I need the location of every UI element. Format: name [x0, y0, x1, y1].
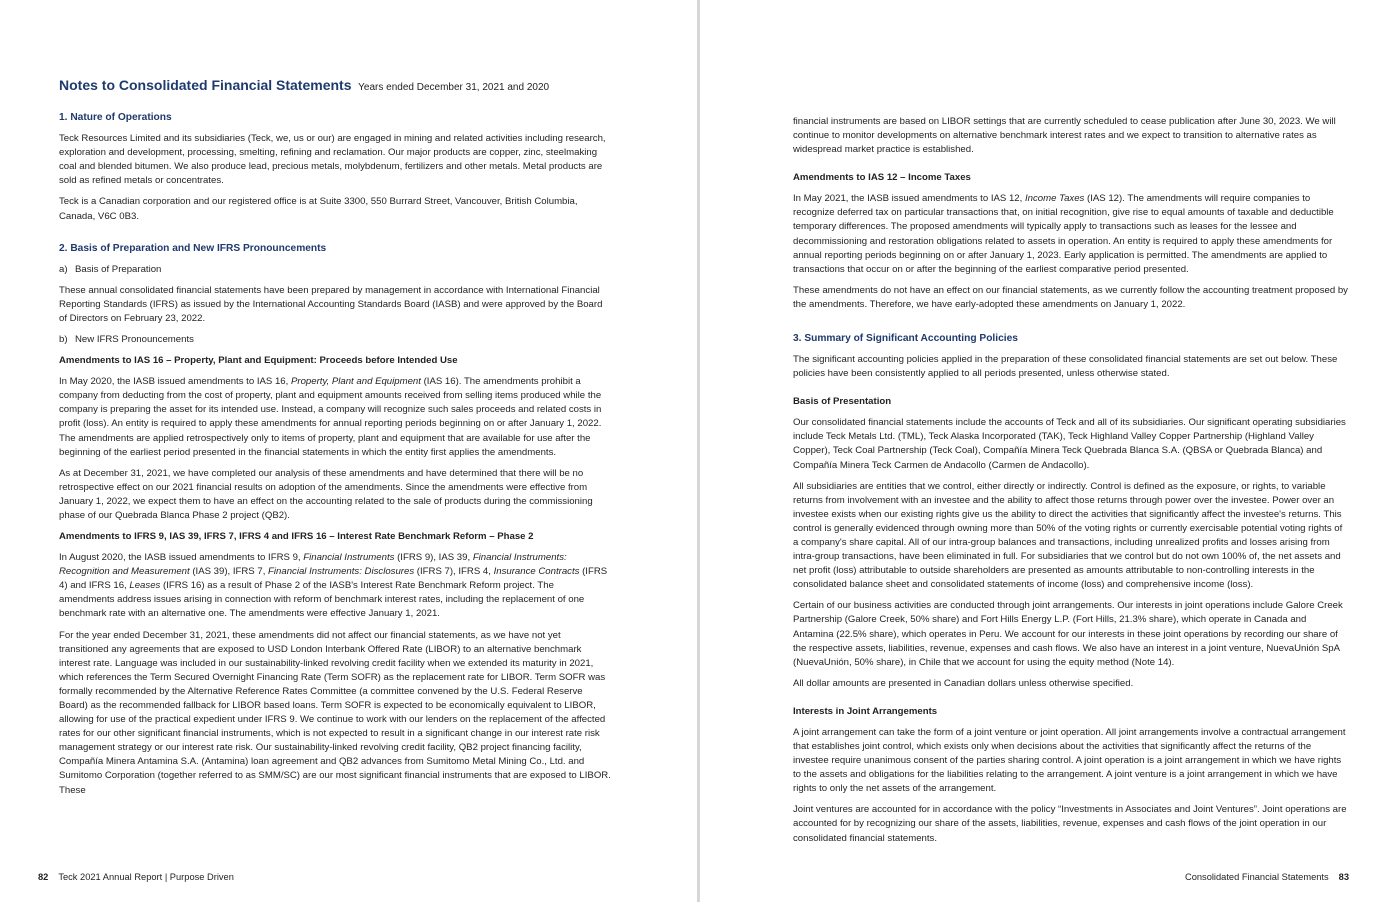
page-subtitle: Years ended December 31, 2021 and 2020 — [358, 82, 550, 93]
section-3-paragraph: The significant accounting policies applied in the preparation of these consolidated financial statements are set out below. These policies have been consistently applied to all periods presented, unless otherwise stated. — [793, 354, 1338, 380]
basis-paragraph-4: All dollar amounts are presented in Canadian dollars unless otherwise specified. — [793, 677, 1134, 689]
joint-arrangements-paragraph-2: Joint ventures are accounted for in accordance with the policy “Investments in Associates and Joint Ventures”. Joint operations are accounted for by recognizing our share of the assets, liabilities, revenue, expenses and cash flows of the joint operation in our consolidated financial statements. — [793, 804, 1347, 844]
right-page — [700, 0, 1395, 902]
right-column — [793, 115, 1348, 853]
ias12-heading: Amendments to IAS 12 – Income Taxes — [793, 172, 971, 184]
text-run: (IFRS 9), IAS 39, — [394, 552, 473, 564]
ias12-paragraph-1 — [793, 192, 1348, 277]
italic-run: Insurance Contracts — [493, 566, 580, 578]
ias12-paragraph-2: These amendments do not have an effect on our financial statements, as we currently follow the accounting treatment proposed by the amendments. Therefore, we have early-adopted these amendments on January 1, 2022. — [793, 284, 1348, 310]
italic-run: Financial Instruments: Recognition and Measurement — [59, 552, 567, 578]
right-footer — [1185, 872, 1349, 882]
text-run: In August 2020, the IASB issued amendments to IFRS 9, — [59, 552, 304, 564]
italic-run: Financial Instruments — [303, 552, 395, 564]
basis-paragraph-3: Certain of our business activities are conducted through joint arrangements. Our interests in joint operations include Galore Creek Partnership (Galore Creek, 50% share) and Fort Hills Energy L.P. (Fort Hills, 21.3% share), which operate in Canada and Antamina (22.5% share), which operates in Peru. We account for our interests in these joint operations by recording our share of the respective assets, liabilities, revenue, expenses and cash flows. We also have an interest in a joint venture, NuevaUnión SpA (NuevaUnión, 50% share), in Chile that we account for using the equity method (Note 14). — [793, 600, 1343, 668]
section-1-paragraph-1: Teck Resources Limited and its subsidiaries (Teck, we, us or our) are engaged in mining and related activities including research, exploration and development, processing, smelting, refining and reclamation. Our major products are copper, zinc, steelmaking coal and blended bitumen. We also produce lead, precious metals, molybdenum, fertilizers and other metals. Metal products are sold as refined metals or concentrates. — [59, 133, 606, 187]
subsection-2a-letter: a) — [59, 263, 68, 275]
right-footer-text: Consolidated Financial Statements — [1184, 872, 1329, 882]
ias16-paragraph-2: As at December 31, 2021, we have completed our analysis of these amendments and have determined that there will be no retrospective effect on our 2021 financial results on adoption of the amendments. Since the amendments were effective from January 1, 2022, we expect them to have an effect on the accounting related to the sale of products during the commissioning phase of our Quebrada Blanca Phase 2 project (QB2). — [59, 467, 593, 521]
section-1-paragraph-2: Teck is a Canadian corporation and our registered office is at Suite 3300, 550 Burrard Street, Vancouver, British Columbia, Canada, V6C 0B3. — [59, 196, 578, 222]
text-run: In May 2020, the IASB issued amendments to IAS 16, — [59, 376, 291, 388]
left-column — [59, 78, 611, 805]
section-2-heading: 2. Basis of Preparation and New IFRS Pronouncements — [59, 242, 327, 254]
basis-paragraph-2: All subsidiaries are entities that we control, either directly or indirectly. Control is defined as the exposure, or rights, to variable returns from involvement with an investee and the ability to affect those returns through power over the investee. Power over an investee exists when our existing rights give us the ability to direct the activities that significantly affect the investee's returns. This control is generally evidenced through owning more than 50% of the voting rights or currently exercisable potential voting rights of a company's share capital. All of our intra-group balances and transactions, including unrealized profits and losses arising from intra-group transactions, have been eliminated in full. For subsidiaries that we control but do not own 100% of, the net assets and net profit (loss) attributable to outside shareholders are presented as amounts attributable to non-controlling interests in the consolidated balance sheet and consolidated statements of income (loss) and comprehensive income (loss). — [793, 480, 1343, 591]
ias16-heading: Amendments to IAS 16 – Property, Plant and Equipment: Proceeds before Intended Use — [59, 355, 458, 367]
italic-run: Financial Instruments: Disclosures — [268, 566, 415, 578]
continued-paragraph: financial instruments are based on LIBOR settings that are currently scheduled to cease publication after June 30, 2023. We will continue to monitor developments on alternative benchmark interest rates and we expect to transition to alternative rates as widespread market practice is established. — [793, 116, 1336, 156]
joint-arrangements-paragraph-1: A joint arrangement can take the form of a joint venture or joint operation. All joint arrangements involve a contractual arrangement that establishes joint control, which exists only when decisions about the activities that significantly affect the returns of the investee require unanimous consent of the parties sharing control. A joint operation is a joint arrangement in which we have rights to the assets and obligations for the liabilities relating to the arrangement. A joint venture is a joint arrangement in which we have rights to only the net assets of the arrangement. — [793, 726, 1346, 795]
left-footer-text: Teck 2021 Annual Report | Purpose Driven — [58, 872, 234, 882]
title-row — [59, 78, 611, 95]
ibor-heading: Amendments to IFRS 9, IAS 39, IFRS 7, IFRS 4 and IFRS 16 – Interest Rate Benchmark Reform – Phase 2 — [59, 531, 534, 543]
section-1-heading: 1. Nature of Operations — [59, 112, 172, 124]
left-footer — [38, 872, 234, 882]
section-3-heading: 3. Summary of Significant Accounting Policies — [793, 333, 1018, 345]
section-2a-paragraph: These annual consolidated financial statements have been prepared by management in accordance with International Financial Reporting Standards (IFRS) as issued by the International Accounting Standards Board (IASB) and were approved by the Board of Directors on February 23, 2022. — [59, 284, 603, 324]
subsection-2a-label — [59, 263, 611, 277]
subsection-2a-title: Basis of Preparation — [75, 263, 162, 275]
left-page-number: 82 — [38, 872, 49, 882]
basis-paragraph-1: Our consolidated financial statements include the accounts of Teck and all of its subsidiaries. Our significant operating subsidiaries include Teck Metals Ltd. (TML), Teck Alaska Incorporated (TAK), Teck Highland Valley Copper Partnership (Highland Valley Copper), Teck Coal Partnership (Teck Coal), Compañía Minera Teck Quebrada Blanca S.A. (QBSA or Quebrada Blanca) and Compañía Minera Teck Carmen de Andacollo (Carmen de Andacollo). — [793, 417, 1346, 471]
ibor-paragraph-1 — [59, 551, 611, 621]
ias16-paragraph-1 — [59, 375, 611, 460]
subsection-2b-title: New IFRS Pronouncements — [75, 334, 194, 346]
subsection-2b-letter: b) — [59, 334, 68, 346]
italic-run: Income Taxes — [1024, 193, 1085, 205]
text-run: (IFRS 16) as a result of Phase 2 of the IASB's Interest Rate Benchmark Reform project. The amendments address issues arising in connection with reform of benchmark interest rates, including the replacement of one benchmark rate with an alternative one. The amendments were effective January 1, 2021. — [59, 580, 585, 620]
page-title: Notes to Consolidated Financial Statements — [59, 77, 352, 93]
italic-run: Leases — [129, 580, 161, 592]
right-page-number: 83 — [1338, 872, 1349, 882]
italic-run: Property, Plant and Equipment — [290, 376, 421, 388]
text-run: (IAS 12). The amendments will require companies to recognize deferred tax on particular transactions that, on initial recognition, give rise to equal amounts of taxable and deductible temporary differences. The proposed amendments will typically apply to transactions such as leases for the lessee and decommissioning and restoration obligations related to assets in operation. An entity is required to apply these amendments for annual reporting periods beginning on or after January 1, 2023. Early application is permitted. The amendments are applied to transactions that occur on or after the beginning of the earliest comparative period presented. — [793, 193, 1334, 275]
text-run: (IAS 16). The amendments prohibit a company from deducting from the cost of property, plant and equipment amounts received from selling items produced while the company is preparing the asset for its intended use. Instead, a company will recognize such sales proceeds and related costs in profit (loss). An entity is required to apply these amendments for annual reporting periods beginning on or after January 1, 2022. The amendments are applied retrospectively only to items of property, plant and equipment that are available for use after the beginning of the earliest period presented in the financial statements in which the entity first applies the amendments. — [59, 376, 602, 458]
text-run: In May 2021, the IASB issued amendments to IAS 12, — [793, 193, 1025, 205]
text-run: (IFRS 4) and IFRS 16, — [59, 566, 608, 592]
joint-arrangements-heading: Interests in Joint Arrangements — [793, 705, 938, 717]
basis-of-presentation-heading: Basis of Presentation — [793, 396, 892, 408]
subsection-2b-label — [59, 333, 611, 347]
text-run: (IAS 39), IFRS 7, — [189, 566, 269, 578]
text-run: (IFRS 7), IFRS 4, — [414, 566, 494, 578]
ibor-paragraph-2: For the year ended December 31, 2021, these amendments did not affect our financial statements, as we have not yet transitioned any agreements that are exposed to USD London Interbank Offered Rate (LIBOR) to an alternative benchmark interest rate. Language was included in our sustainability-linked revolving credit facility when we extended its maturity in 2021, which references the Term Secured Overnight Financing Rate (Term SOFR) as the replacement rate for LIBOR. Term SOFR was formally recommended by the Alternative Reference Rates Committee (a committee convened by the U.S. Federal Reserve Board) as the recommended fallback for LIBOR based loans. Term SOFR is expected to be economically equivalent to LIBOR, allowing for use of the practical expedient under IFRS 9. We continue to work with our lenders on the replacement of the affected rates for our other significant financial instruments, which is not expected to result in a significant change in our interest rate risk management strategy or our interest rate risk. Our sustainability-linked revolving credit facility, QB2 project financing facility, Compañía Minera Antamina S.A. (Antamina) loan agreement and QB2 advances from Sumitomo Metal Mining Co., Ltd. and Sumitomo Corporation (together referred to as SMM/SC) are our most significant financial instruments that are exposed to LIBOR. These — [59, 629, 611, 796]
